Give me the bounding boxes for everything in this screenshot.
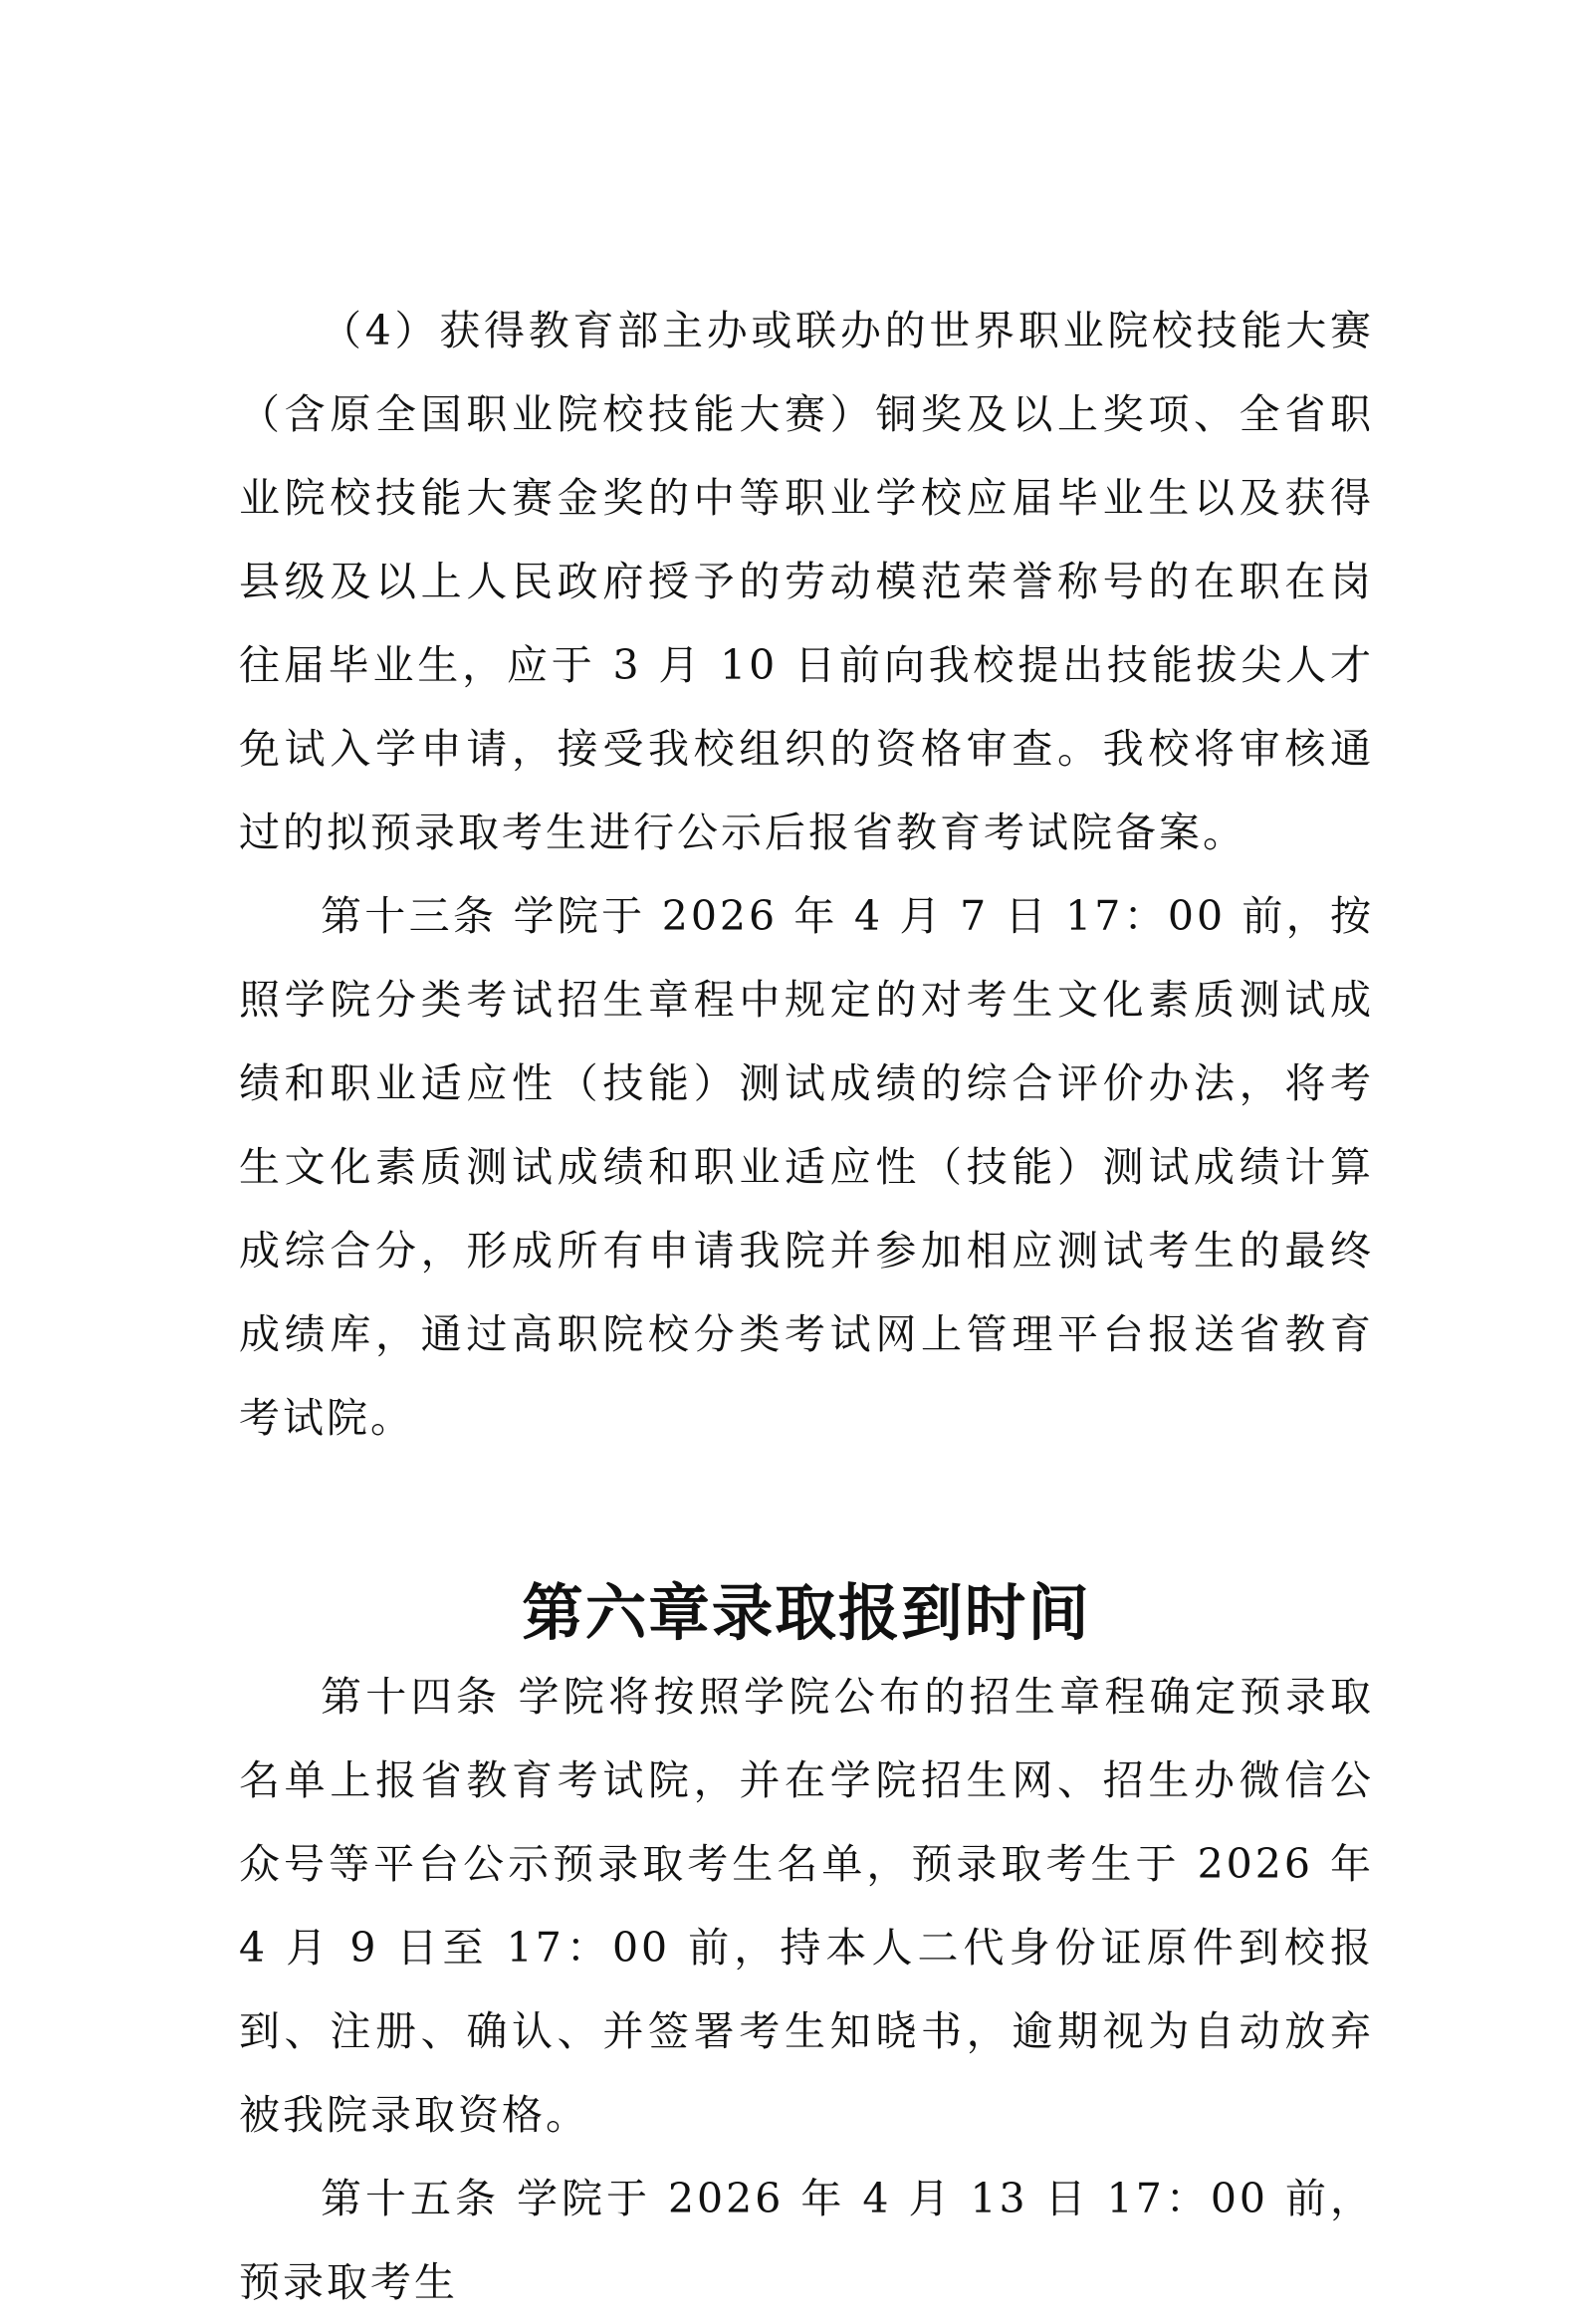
paragraph-article-14: 第十四条 学院将按照学院公布的招生章程确定预录取名单上报省教育考试院，并在学院招生网、招生办微信公众号等平台公示预录取考生名单，预录取考生于 2026 年 4 月 9 日至 17：00 前，持本人二代身份证原件到校报到、注册、确认、并签署考生知晓书，逾期视为自动放弃被我院录取资格。 (239, 1673, 1374, 2139)
chapter-heading: 第六章录取报到时间 (522, 1577, 1091, 1649)
document-body (239, 289, 1374, 2324)
paragraph-article-13: 第十三条 学院于 2026 年 4 月 7 日 17：00 前，按照学院分类考试招生章程中规定的对考生文化素质测试成绩和职业适应性（技能）测试成绩的综合评价办法，将考生文化素质测试成绩和职业适应性（技能）测试成绩计算成综合分，形成所有申请我院并参加相应测试考生的最终成绩库，通过高职院校分类考试网上管理平台报送省教育考试院。 (239, 892, 1374, 1442)
paragraph-article-15: 第十五条 学院于 2026 年 4 月 13 日 17：00 前，预录取考生 (239, 2175, 1374, 2306)
paragraph-item-4: （4）获得教育部主办或联办的世界职业院校技能大赛（含原全国职业院校技能大赛）铜奖及以上奖项、全省职业院校技能大赛金奖的中等职业学校应届毕业生以及获得县级及以上人民政府授予的劳动模范荣誉称号的在职在岗往届毕业生，应于 3 月 10 日前向我校提出技能拔尖人才免试入学申请，接受我校组织的资格审查。我校将审核通过的拟预录取考生进行公示后报省教育考试院备案。 (239, 307, 1374, 856)
